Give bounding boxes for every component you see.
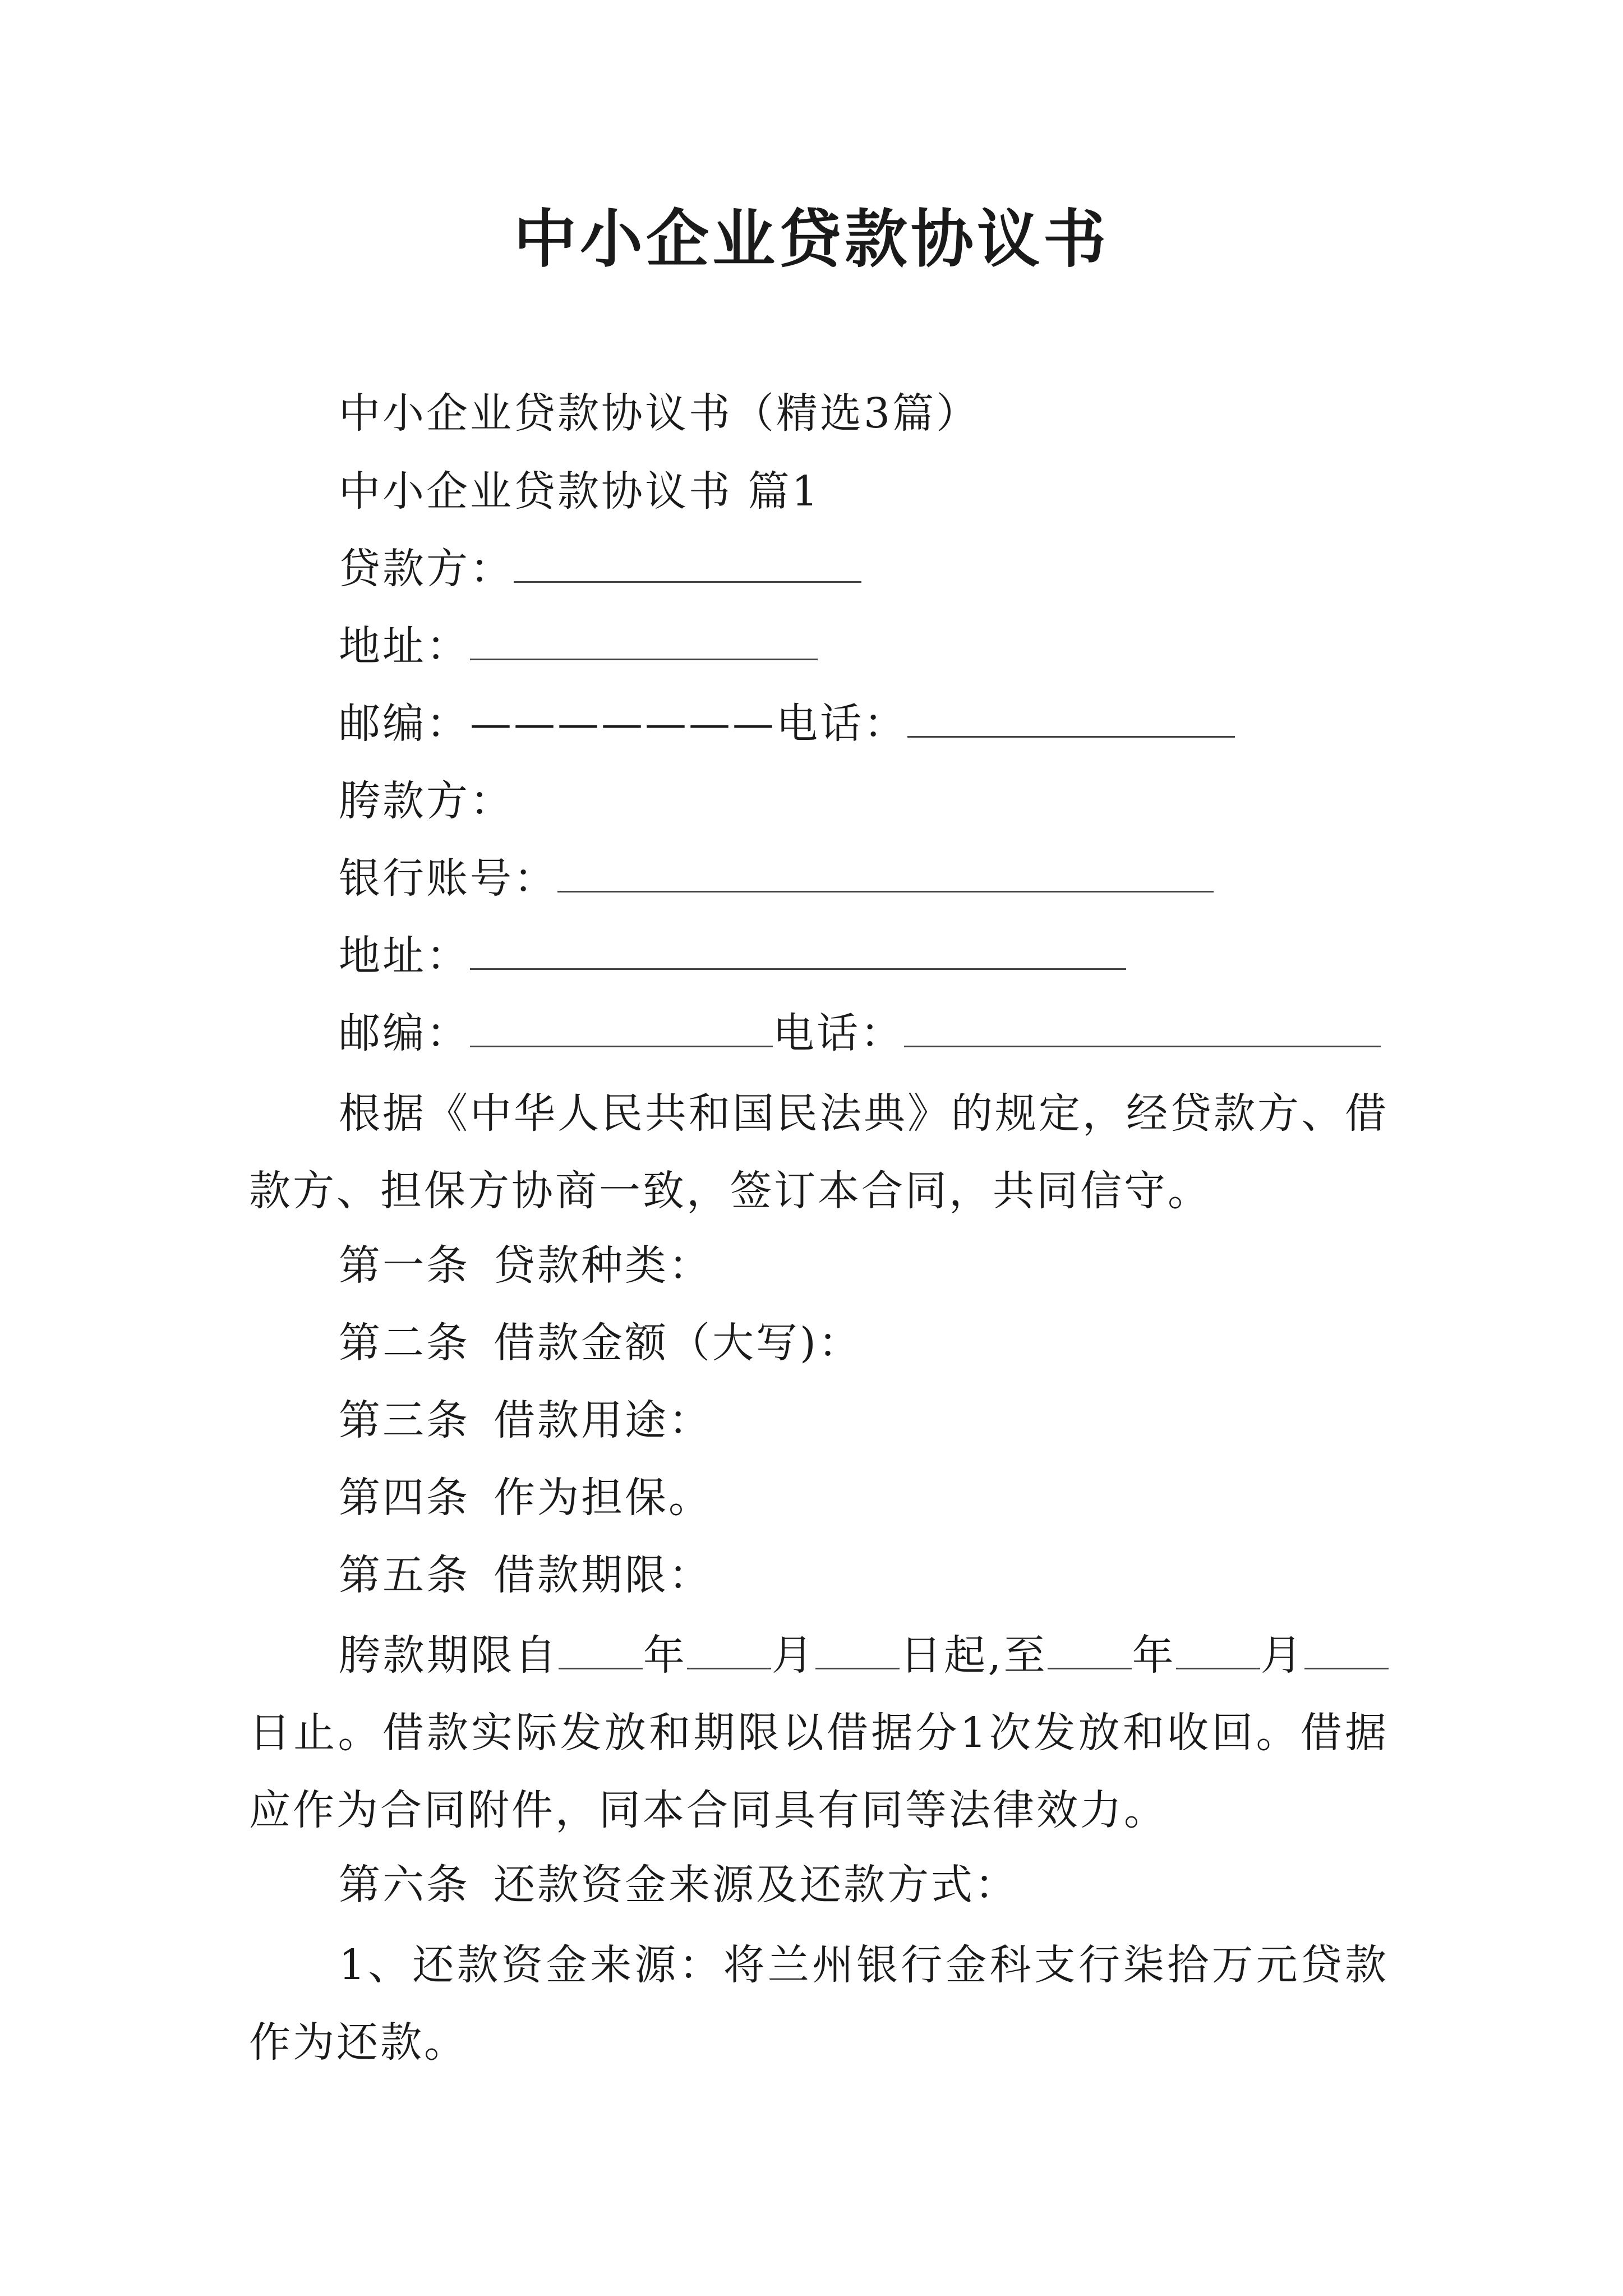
article-5 xyxy=(339,1547,712,1603)
article-2-number: 第二条 xyxy=(339,1319,470,1367)
term-month-2: 月 xyxy=(1260,1631,1305,1680)
lender-postcode-dashes: ——————— xyxy=(470,700,776,748)
borrower-address-blank[interactable] xyxy=(470,930,1126,970)
term-month-blank-2[interactable] xyxy=(1176,1630,1260,1669)
term-prefix: 胯款期限自 xyxy=(339,1631,559,1680)
borrower-account-label: 银行账号： xyxy=(339,854,557,903)
article-6 xyxy=(339,1857,1018,1913)
article-6-number: 第六条 xyxy=(339,1861,470,1909)
lender-address-row xyxy=(339,618,818,674)
borrower-label: 胯款方： xyxy=(339,777,514,825)
borrower-account-row xyxy=(339,850,1214,907)
term-year-1: 年 xyxy=(643,1631,688,1680)
borrower-phone-blank[interactable] xyxy=(904,1007,1381,1047)
lender-row xyxy=(339,541,861,597)
lender-address-blank[interactable] xyxy=(470,620,818,660)
lender-postcode-label: 邮编： xyxy=(339,700,470,748)
article-2-text: 借款金额（大写)： xyxy=(494,1319,862,1367)
term-rest: 日止。借款实际发放和期限以借据分1次发放和收回。借据应作为合同附件，同本合同具有同等法律效力。 xyxy=(249,1709,1389,1834)
article-3-text: 借款用途： xyxy=(494,1396,712,1444)
lender-address-label: 地址： xyxy=(339,622,470,670)
article-5-number: 第五条 xyxy=(339,1551,470,1599)
article-6-text: 还款资金来源及还款方式： xyxy=(494,1861,1018,1909)
term-year-blank-1[interactable] xyxy=(559,1630,643,1669)
term-year-2: 年 xyxy=(1132,1631,1177,1680)
article-1-text: 贷款种类： xyxy=(494,1241,712,1290)
term-day-blank-2[interactable] xyxy=(1304,1630,1389,1669)
document-title: 中小企业贷款协议书 xyxy=(514,203,1109,276)
intro-paragraph: 根据《中华人民共和国民法典》的规定，经贷款方、借款方、担保方协商一致，签订本合同，共同信守。 xyxy=(249,1089,1389,1215)
article-1-number: 第一条 xyxy=(339,1241,470,1290)
borrower-postcode-row xyxy=(339,1005,1381,1061)
lender-blank[interactable] xyxy=(514,543,861,583)
borrower-phone-label: 电话： xyxy=(773,1009,904,1057)
lender-phone-label: 电话： xyxy=(776,700,907,748)
lender-phone-blank[interactable] xyxy=(907,698,1235,738)
article-2 xyxy=(339,1315,862,1371)
article-3 xyxy=(339,1392,712,1448)
section-heading: 中小企业贷款协议书 篇1 xyxy=(339,467,820,516)
term-year-blank-2[interactable] xyxy=(1048,1630,1132,1669)
term-day-blank-1[interactable] xyxy=(815,1630,900,1669)
article-4 xyxy=(339,1470,712,1526)
term-month-1: 月 xyxy=(771,1631,816,1680)
borrower-address-row xyxy=(339,928,1126,984)
lender-label: 贷款方： xyxy=(339,545,514,593)
borrower-postcode-blank[interactable] xyxy=(470,1007,773,1047)
article-5-text: 借款期限： xyxy=(494,1551,712,1599)
subtitle: 中小企业贷款协议书（精选3篇） xyxy=(339,389,980,438)
article-1 xyxy=(339,1237,712,1294)
borrower-account-blank[interactable] xyxy=(557,853,1214,892)
term-day-from: 日起,至 xyxy=(900,1631,1048,1680)
article-3-number: 第三条 xyxy=(339,1396,470,1444)
lender-postcode-row xyxy=(339,696,1235,752)
term-month-blank-1[interactable] xyxy=(687,1630,771,1669)
term-paragraph xyxy=(249,1617,1389,1849)
borrower-row xyxy=(339,773,514,829)
article-4-number: 第四条 xyxy=(339,1474,470,1522)
article-4-text: 作为担保。 xyxy=(494,1474,712,1522)
item-1-paragraph: 1、还款资金来源：将兰州银行金科支行柒拾万元贷款作为还款。 xyxy=(249,1941,1389,2067)
borrower-postcode-label: 邮编： xyxy=(339,1009,470,1057)
borrower-address-label: 地址： xyxy=(339,932,470,980)
